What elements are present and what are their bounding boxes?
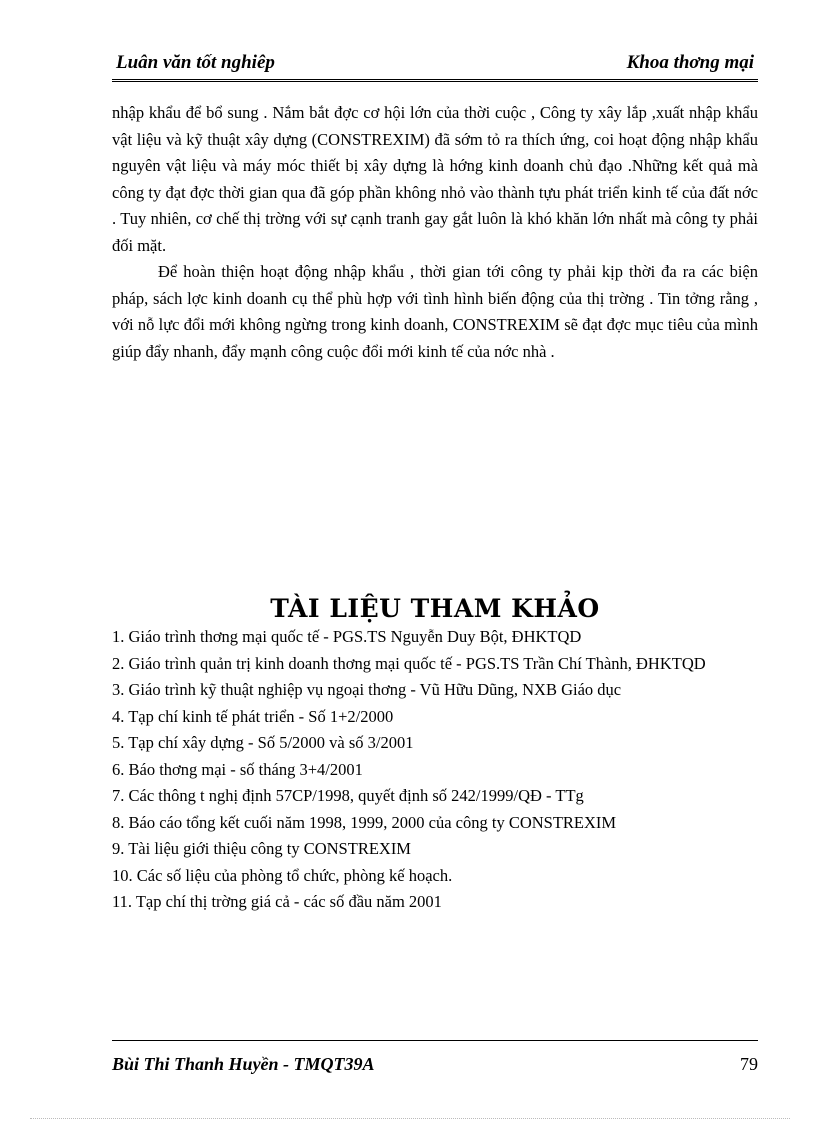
references-list (112, 624, 758, 916)
reference-item: 1. Giáo trình thơng mại quốc tế - PGS.TS Nguyễn Duy Bột, ĐHKTQD (112, 627, 582, 646)
page-bottom-border (30, 1118, 790, 1119)
reference-item: 4. Tạp chí kinh tế phát triển - Số 1+2/2000 (112, 706, 394, 726)
page-header (112, 50, 758, 78)
body-paragraph: nhập khẩu để bổ sung . Nắm bắt đợc cơ hội lớn của thời cuộc , Công ty xây lắp ,xuất nhập khẩu vật liệu và kỹ thuật xây dựng (CONSTREXIM) đã sớm tỏ ra thích ứng, coi hoạt động nhập khẩu nguyên vật liệu và máy móc thiết bị xây dựng là hớng kinh doanh chủ đạo .Những kết quả mà công ty đạt đợc thời gian qua đã góp phần không nhỏ vào thành tựu phát triển kinh tế của đất nớc . Tuy nhiên, cơ chế thị trờng với sự cạnh tranh gay gắt luôn là khó khăn lớn nhất mà công ty phải đối mặt. (112, 103, 758, 255)
footer-author: Bùi Thi Thanh Huyền - TMQT39A (112, 1054, 375, 1074)
reference-item: 5. Tạp chí xây dựng - Số 5/2000 và số 3/2001 (112, 733, 414, 752)
reference-item: 8. Báo cáo tổng kết cuối năm 1998, 1999, 2000 của công ty CONSTREXIM (112, 812, 617, 832)
reference-item: 3. Giáo trình kỹ thuật nghiệp vụ ngoại thơng - Vũ Hữu Dũng, NXB Giáo dục (112, 680, 622, 699)
body-text (112, 100, 758, 365)
references-title: TÀI LIỆU THAM KHẢO (270, 594, 600, 623)
reference-item: 10. Các số liệu của phòng tổ chức, phòng kế hoạch. (112, 865, 453, 885)
reference-item: 9. Tài liệu giới thiệu công ty CONSTREXIM (112, 839, 411, 858)
body-paragraph: Để hoàn thiện hoạt động nhập khẩu , thời gian tới công ty phải kịp thời đa ra các biện pháp, sách lợc kinh doanh cụ thể phù hợp với tình hình biến động của thị trờng . Tin tởng rằng , với nỗ lực đổi mới không ngừng trong kinh doanh, CONSTREXIM sẽ đạt đợc mục tiêu của mình giúp đẩy nhanh, đẩy mạnh công cuộc đổi mới kinh tế của nớc nhà . (112, 262, 758, 361)
reference-item: 2. Giáo trình quản trị kinh doanh thơng mại quốc tế - PGS.TS Trần Chí Thành, ĐHKTQD (112, 653, 706, 673)
header-faculty-label: Khoa thơng mại (626, 52, 754, 73)
reference-item: 7. Các thông t nghị định 57CP/1998, quyết định số 242/1999/QĐ - TTg (112, 786, 584, 805)
header-thesis-label: Luân văn tốt nghiêp (116, 52, 275, 73)
footer-rule (112, 1040, 758, 1041)
page-number: 79 (740, 1054, 758, 1074)
header-rule (112, 79, 758, 82)
reference-item: 11. Tạp chí thị trờng giá cả - các số đầu năm 2001 (112, 892, 442, 911)
reference-item: 6. Báo thơng mại - số tháng 3+4/2001 (112, 759, 363, 779)
